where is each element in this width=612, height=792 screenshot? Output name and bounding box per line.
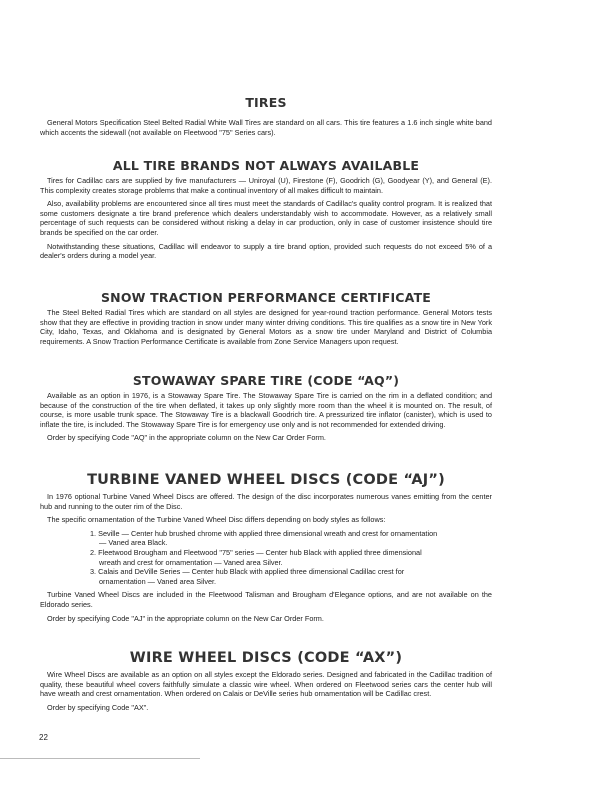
- paragraph: The specific ornamentation of the Turbine Vaned Wheel Disc differs depending on body styles as follows:: [47, 515, 386, 525]
- paragraph: Available as an option in 1976, is a Stowaway Spare Tire. The Stowaway Spare Tire is carried on the rim in a deflated condition; and because of the construction of the tire when deflated, it takes up only slightly more room than the wheel it is mounted on. The result, of course, is more usable trunk space. The Stowaway Tire is a blackwall Goodrich tire. A pressurized tire inflator (canister), which is used to inflate the tire, is included. The Stowaway Spare Tire is for emergency use only and is not recommended for extended driving.: [40, 391, 492, 429]
- paragraph: Tires for Cadillac cars are supplied by five manufacturers — Uniroyal (U), Firestone (F), Goodrich (G), Goodyear (Y), and General (E). This complexity creates storage problems that make a continual inventory of all makes difficult to maintain.: [40, 176, 492, 195]
- section-tire-brands: [40, 158, 492, 265]
- section-snow-traction: [40, 290, 492, 350]
- paragraph: Turbine Vaned Wheel Discs are included in the Fleetwood Talisman and Brougham d'Elegance options, and are not available on the Eldorado series.: [40, 590, 492, 609]
- paragraph: The Steel Belted Radial Tires which are standard on all styles are designed for year-round traction performance. General Motors tests show that they are effective in providing traction in snow under many winter driving conditions. This tire qualifies as a snow tire in New York City, Idaho, Texas, and Oklahoma and is designated by General Motors as a snow tire under Maryland and District of Columbia requirements. A Snow Traction Performance Certificate is available from Zone Service Managers upon request.: [40, 308, 492, 346]
- heading-tire-brands: ALL TIRE BRANDS NOT ALWAYS AVAILABLE: [112, 158, 420, 173]
- list-item: 3. Calais and DeVille Series — Center hub Black with applied three dimensional Cadillac crest for ornamentation — Vaned area Silver.: [90, 567, 405, 586]
- paragraph: General Motors Specification Steel Belted Radial White Wall Tires are standard on all cars. This tire features a 1.6 inch single white band which accents the sidewall (not available on Fleetwood "75" Series cars).: [40, 118, 492, 137]
- section-stowaway-spare: [40, 373, 492, 447]
- paragraph: Wire Wheel Discs are available as an option on all styles except the Eldorado series. Designed and fabricated in the Cadillac tradition of quality, these beautiful wheel covers faithfully simulate a classic wire wheel. When ordered on Fleetwood series cars the center hub will have wreath and crest ornamentation. When ordered on Calais or DeVille series hub ornamentation will be Cadillac crest.: [40, 670, 492, 699]
- paragraph: In 1976 optional Turbine Vaned Wheel Discs are offered. The design of the disc incorporates numerous vanes emitting from the center hub and running to the outer rim of the Disc.: [40, 492, 492, 511]
- heading-snow-traction: SNOW TRACTION PERFORMANCE CERTIFICATE: [100, 290, 432, 305]
- section-turbine-discs: [40, 472, 492, 627]
- page-number: 22: [39, 733, 48, 742]
- section-tires: [40, 95, 492, 141]
- heading-tires: TIRES: [245, 95, 287, 110]
- paragraph: Order by specifying Code "AX".: [47, 702, 149, 712]
- list-item: 2. Fleetwood Brougham and Fleetwood "75" series — Center hub Black with applied three dimensional wreath and crest for ornamentation — Vaned area Silver.: [90, 547, 422, 567]
- paragraph: Order by specifying Code "AJ" in the appropriate column on the New Car Order Form.: [47, 613, 324, 623]
- paragraph: Notwithstanding these situations, Cadillac will endeavor to supply a tire brand option, provided such requests do not exceed 5% of a dealer's orders during a model year.: [40, 241, 492, 261]
- body-style-list: [40, 529, 492, 587]
- heading-turbine-discs: TURBINE VANED WHEEL DISCS (CODE “AJ”): [87, 472, 445, 488]
- paragraph: Order by specifying Code "AQ" in the appropriate column on the New Car Order Form.: [47, 433, 326, 443]
- section-wire-discs: [40, 650, 492, 716]
- heading-wire-discs: WIRE WHEEL DISCS (CODE “AX”): [129, 650, 403, 666]
- heading-stowaway-spare: STOWAWAY SPARE TIRE (CODE “AQ”): [132, 373, 400, 388]
- paragraph: Also, availability problems are encountered since all tires must meet the standards of Cadillac's quality control program. It is realized that some customers designate a tire brand preference which dealers understandably wish to accommodate. However, as a relatively small percentage of such requests can be considered without risking a delay in car production, only in case of customer insistence should tire brands be specified on the car order.: [40, 199, 492, 237]
- list-item: 1. Seville — Center hub brushed chrome with applied three dimensional wreath and crest for ornamentation — Vaned area Black.: [90, 528, 438, 548]
- footer-rule: [0, 758, 200, 759]
